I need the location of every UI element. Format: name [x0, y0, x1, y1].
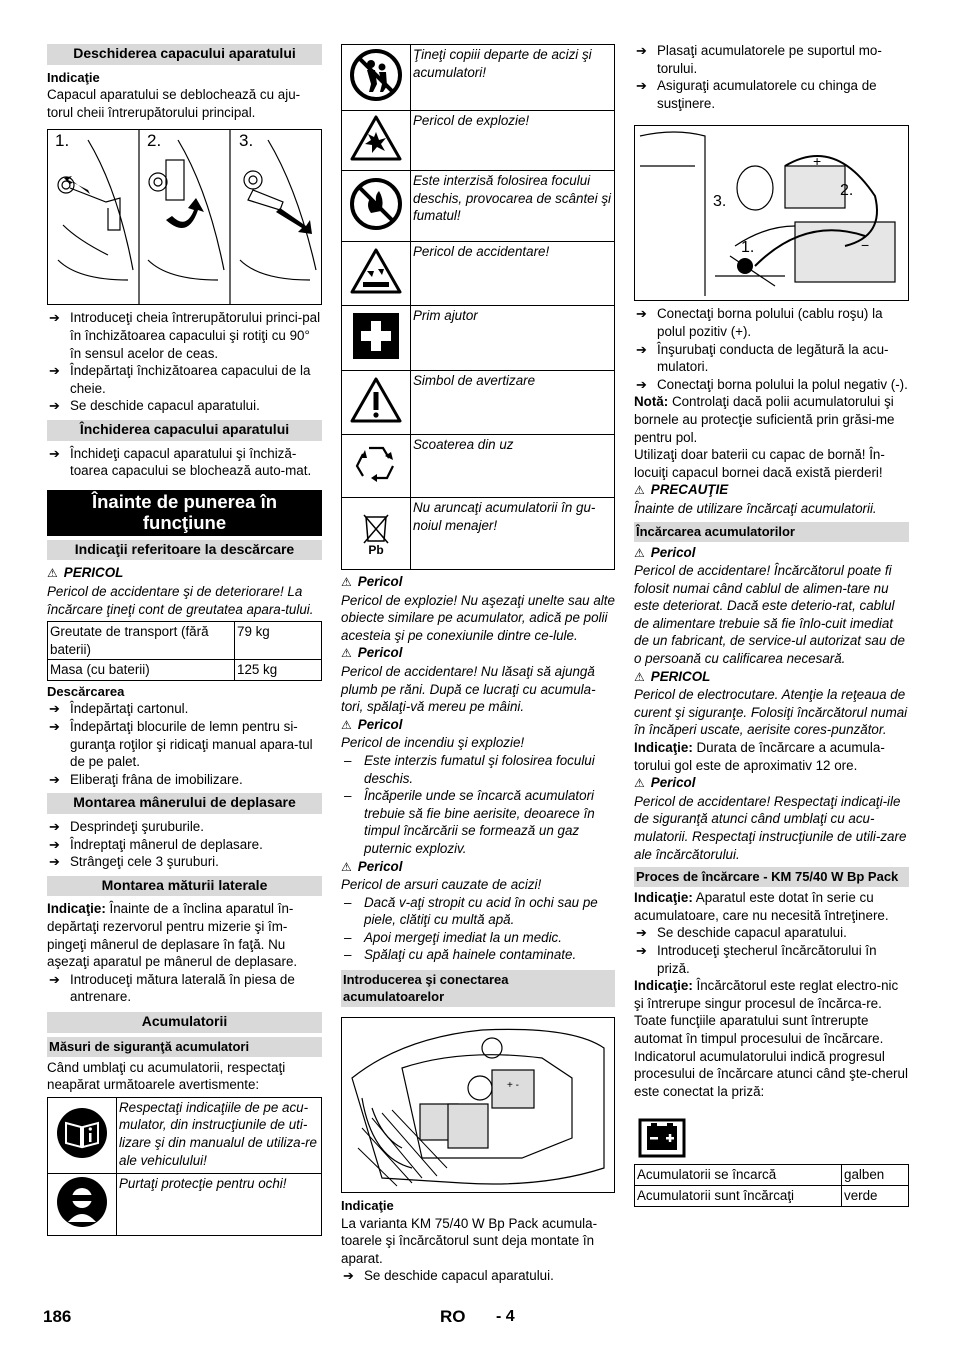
secure-battery-step: ➔ Asiguraţi acumulatorele cu chinga de susţinere.: [634, 77, 909, 112]
safety-text: Când umblaţi cu acumulatorii, respectaţi neapărat următoarele avertismente:: [47, 1059, 286, 1093]
column-1: [47, 42, 322, 1236]
svg-text:+: +: [813, 153, 822, 170]
danger-label: ⚠ PERICOL: [634, 668, 909, 687]
symbol-text: Este interzisă folosirea focului deschis, provocarea de scântei şi fumatul!: [411, 171, 615, 242]
symbol-text: Ţineţi copiii departe de acizi şi acumulatori!: [411, 45, 615, 111]
column-2: [341, 44, 615, 1285]
handle-step-2: ➔ Îndreptaţi mânerul de deplasare.: [47, 836, 322, 854]
table-row: [48, 622, 322, 660]
heading-charging-process: Proces de încărcare - KM 75/40 W Bp Pack: [634, 867, 909, 887]
column-3: [634, 42, 909, 1207]
warning-text: Pericol de arsuri cauzate de acizi!: [341, 877, 542, 893]
process-step-1: ➔ Se deschide capacul aparatului.: [634, 924, 909, 942]
heading-unloading: Descărcarea: [47, 683, 125, 699]
heading-before-operation: Înainte de punerea în funcţiune: [47, 490, 322, 536]
symbol-text: Simbol de avertizare: [411, 371, 615, 435]
process-text: Indicaţie: Aparatul este dotat în serie cu acumulatoare, care nu necesită întreţinere.: [634, 890, 889, 923]
eye-protection-icon: [48, 1173, 117, 1235]
weight-value: 125 kg: [235, 660, 322, 681]
warning-icon: [342, 371, 411, 435]
heading-batteries: Acumulatorii: [47, 1012, 322, 1033]
no-household-waste-icon: [342, 498, 411, 570]
open-step-3: ➔ Se deschide capacul aparatului.: [47, 397, 322, 415]
danger-label: ⚠ Pericol: [634, 544, 909, 563]
note-text: Notă: Controlaţi dacă polii acumulatorului şi bornele au protecţie suficientă prin grăsi-me pentru pol.: [634, 394, 895, 445]
table-row: [342, 435, 615, 498]
symbol-table-1: [47, 1097, 322, 1236]
unload-step-1: ➔ Îndepărtaţi cartonul.: [47, 700, 322, 718]
handle-step-1: ➔ Desprindeţi şuruburile.: [47, 818, 322, 836]
heading-open-cover: Deschiderea capacului aparatului: [47, 44, 322, 65]
table-row: [635, 1165, 909, 1186]
list-item: – Dacă v-aţi stropit cu acid în ochi sau pe piele, clătiţi cu multă apă.: [341, 894, 615, 929]
first-aid-icon: [342, 306, 411, 371]
svg-text:−: −: [861, 237, 870, 254]
weight-table: [47, 621, 322, 681]
list-item: – Încăperile unde se încarcă acumulatori trebuie să fie bine aerisite, deoarece în timpul încărcării se formează un gaz puternic exploziv.: [341, 787, 615, 857]
danger-label: ⚠ Pericol: [341, 716, 615, 735]
weight-label: Masa (cu baterii): [48, 660, 235, 681]
table-row: [48, 1097, 322, 1173]
charge-status-table: [634, 1164, 909, 1206]
no-fire-icon: [342, 171, 411, 242]
weight-value: 79 kg: [235, 622, 322, 660]
danger-label: ⚠ Pericol: [341, 858, 615, 877]
status-label: Acumulatorii sunt încărcaţi: [635, 1185, 842, 1206]
table-row: [342, 242, 615, 306]
language-code: RO: [440, 1307, 466, 1326]
list-item: – Spălaţi cu apă hainele contaminate.: [341, 946, 615, 964]
open-cover-figure: [47, 129, 322, 305]
table-row: [48, 1173, 322, 1235]
heading-battery-safety: Măsuri de siguranţă acumulatori: [47, 1037, 322, 1057]
list-item: – Este interzis fumatul şi folosirea focului deschis.: [341, 752, 615, 787]
note-text: La varianta KM 75/40 W Bp Pack acumula-toarele şi încărcătorul sunt deja montate în aparat.: [341, 1215, 598, 1266]
symbol-text: Scoaterea din uz: [411, 435, 615, 498]
heading-charging: Încărcarea acumulatorilor: [634, 522, 909, 542]
status-value: verde: [842, 1185, 909, 1206]
process-text-2: Indicaţie: Încărcătorul este reglat electro-nic şi întrerupe singur procesul de încărca-re. Toate funcţiile aparatului sunt întrerupte automat în timpul procesului de încărcare. Indicatorul acumulatorului indică progresul procesului de încărcare atunci când şte-cherul este conectat la priză:: [634, 978, 908, 1099]
table-row: [635, 1185, 909, 1206]
table-row: [48, 660, 322, 681]
caution-label: ⚠ PRECAUŢIE: [634, 481, 909, 500]
svg-text:1.: 1.: [741, 239, 755, 257]
connect-negative-step: ➔ Conectaţi borna polului la polul negativ (-).: [634, 376, 909, 394]
warning-text: Pericol de electrocutare. Atenţie la reţeaua de curent şi siguranţe. Folosiţi încărcătorul numai în încăperi uscate, aerisite cores-punzător.: [634, 687, 908, 738]
heading-handle: Montarea mânerului de deplasare: [47, 793, 322, 814]
unload-step-3: ➔ Eliberaţi frâna de imobilizare.: [47, 771, 322, 789]
symbol-text: Prim ajutor: [411, 306, 615, 371]
heading-insert-batteries: Introducerea şi conectarea acumulatoarelor: [341, 970, 615, 1007]
table-row: [342, 111, 615, 171]
warning-text: Pericol de accidentare! Încărcătorul poate fi folosit numai când cablul de alimen-tare nu este deteriorat. Dacă este deterio-rat, cablul de alimentare trebuie să fie înlo-cuit imediat de un fabricant, de service-ul autorizat sau de o persoană cu calificarea necesară.: [634, 563, 905, 667]
place-battery-step: ➔ Plasaţi acumulatorele pe suportul mo-torului.: [634, 42, 909, 77]
brush-step-1: ➔ Introduceţi mătura laterală în piesa de antrenare.: [47, 971, 322, 1006]
open-step-2: ➔ Îndepărtaţi închizătoarea capacului de la cheie.: [47, 362, 322, 397]
process-step-2: ➔ Introduceţi ştecherul încărcătorului în priză.: [634, 942, 909, 977]
unload-warning: Pericol de accidentare şi de deteriorare! La încărcare ţineţi cont de greutatea apara-tului.: [47, 583, 314, 617]
heading-close-cover: Închiderea capacului aparatului: [47, 420, 322, 441]
explosion-icon: [342, 111, 411, 171]
manual-icon: [48, 1097, 117, 1173]
symbol-text: Pericol de accidentare!: [411, 242, 615, 306]
danger-label: ⚠ Pericol: [341, 573, 615, 592]
warning-text: Pericol de incendiu şi explozie!: [341, 735, 525, 751]
table-row: [342, 171, 615, 242]
page-sub-number: - 4: [496, 1308, 515, 1325]
table-row: [342, 498, 615, 570]
svg-text:+ -: + -: [507, 1080, 519, 1092]
danger-label: ⚠ Pericol: [341, 644, 615, 663]
list-item: – Apoi mergeţi imediat la un medic.: [341, 929, 615, 947]
status-label: Acumulatorii se încarcă: [635, 1165, 842, 1186]
page-number: 186: [43, 1307, 72, 1326]
danger-label: ⚠ PERICOL: [47, 564, 322, 583]
symbol-table-2: [341, 44, 615, 570]
svg-text:2.: 2.: [840, 182, 854, 200]
connect-positive-step: ➔ Conectaţi borna polului (cablu roşu) la polul pozitiv (+).: [634, 305, 909, 340]
danger-label: ⚠ Pericol: [634, 774, 909, 793]
charge-duration-text: Indicaţie: Durata de încărcare a acumula-torului gol este de aproximativ 12 ore.: [634, 740, 885, 773]
open-text: Capacul aparatului se deblochează cu aju-torul cheii întrerupătorului principal.: [47, 87, 301, 120]
warning-text: Pericol de accidentare! Nu lăsaţi să ajungă plumb pe răni. După ce lucraţi cu acumula-tori, spălaţi-vă mereu pe mâini.: [341, 663, 596, 715]
warning-text: Pericol de explozie! Nu aşezaţi unelte sau alte obiecte similare pe acumulator, adică pe polii acesteia şi pe conexiunile dintre ce-lule.: [341, 592, 615, 643]
screw-connection-step: ➔ Înşurubaţi conducta de legătură la acu-mulatori.: [634, 341, 909, 376]
note-label: Indicaţie: [341, 1198, 394, 1214]
symbol-text: Purtaţi protecţie pentru ochi!: [117, 1173, 322, 1235]
recycle-icon: [342, 435, 411, 498]
status-value: galben: [842, 1165, 909, 1186]
battery-indicator-icon: [638, 1118, 686, 1158]
battery-compartment-figure: [341, 1017, 615, 1193]
caution-text: Înainte de utilizare încărcaţi acumulatorii.: [634, 500, 877, 516]
step-1-label: 1.: [55, 131, 70, 151]
handle-step-3: ➔ Strângeţi cele 3 şuruburi.: [47, 853, 322, 871]
close-step-1: ➔ Închideţi capacul aparatului şi închiză-toarea capacului se blochează auto-mat.: [47, 445, 322, 480]
step-2-label: 2.: [147, 131, 162, 151]
brush-text: Indicaţie: Înainte de a înclina aparatul în-depărtaţi rezervorul pentru mizerie şi îm-pingeţi mânerul de deplasare în faţă. Nu aşezaţi aparatul pe mânerul de deplasare.: [47, 901, 298, 970]
open-step-1: ➔ Introduceţi cheia întrerupătorului princi-pal în închizătoarea capacului şi rotiţi cu 90° în sensul acelor de ceas.: [47, 309, 322, 362]
note-label: Indicaţie: [47, 69, 100, 85]
table-row: [342, 371, 615, 435]
warning-text: Pericol de accidentare! Respectaţi indicaţi-ile de siguranţă atunci când umblaţi cu acu-mulatorii. Respectaţi instrucţiunile de utili-zare ale încărcătorului.: [634, 793, 907, 862]
keep-children-away-icon: [342, 45, 411, 111]
battery-connection-figure: [634, 125, 909, 301]
table-row: [342, 306, 615, 371]
insert-step-1: ➔ Se deschide capacul aparatului.: [341, 1267, 615, 1285]
svg-text:3.: 3.: [713, 193, 727, 211]
table-row: [342, 45, 615, 111]
pb-label: Pb: [368, 543, 384, 556]
weight-label: Greutate de transport (fără baterii): [48, 622, 235, 660]
symbol-text: Pericol de explozie!: [411, 111, 615, 171]
step-3-label: 3.: [239, 131, 254, 151]
terminal-cap-text: Utilizaţi doar baterii cu capac de bornă! În-locuiţi capacul bornei dacă există pierderi!: [634, 447, 885, 480]
symbol-text: Respectaţi indicaţiile de pe acu-mulator, din instrucţiunile de uti-lizare şi din manualul de utiliza-re ale vehiculului!: [117, 1097, 322, 1173]
unload-step-2: ➔ Îndepărtaţi blocurile de lemn pentru si-guranţa roţilor şi ridicaţi manual apara-tul de pe palet.: [47, 718, 322, 771]
heading-side-brush: Montarea măturii laterale: [47, 876, 322, 897]
corrosive-icon: [342, 242, 411, 306]
symbol-text: Nu aruncaţi acumulatorii în gu-noiul menajer!: [411, 498, 615, 570]
heading-unloading-notes: Indicaţii referitoare la descărcare: [47, 540, 322, 561]
